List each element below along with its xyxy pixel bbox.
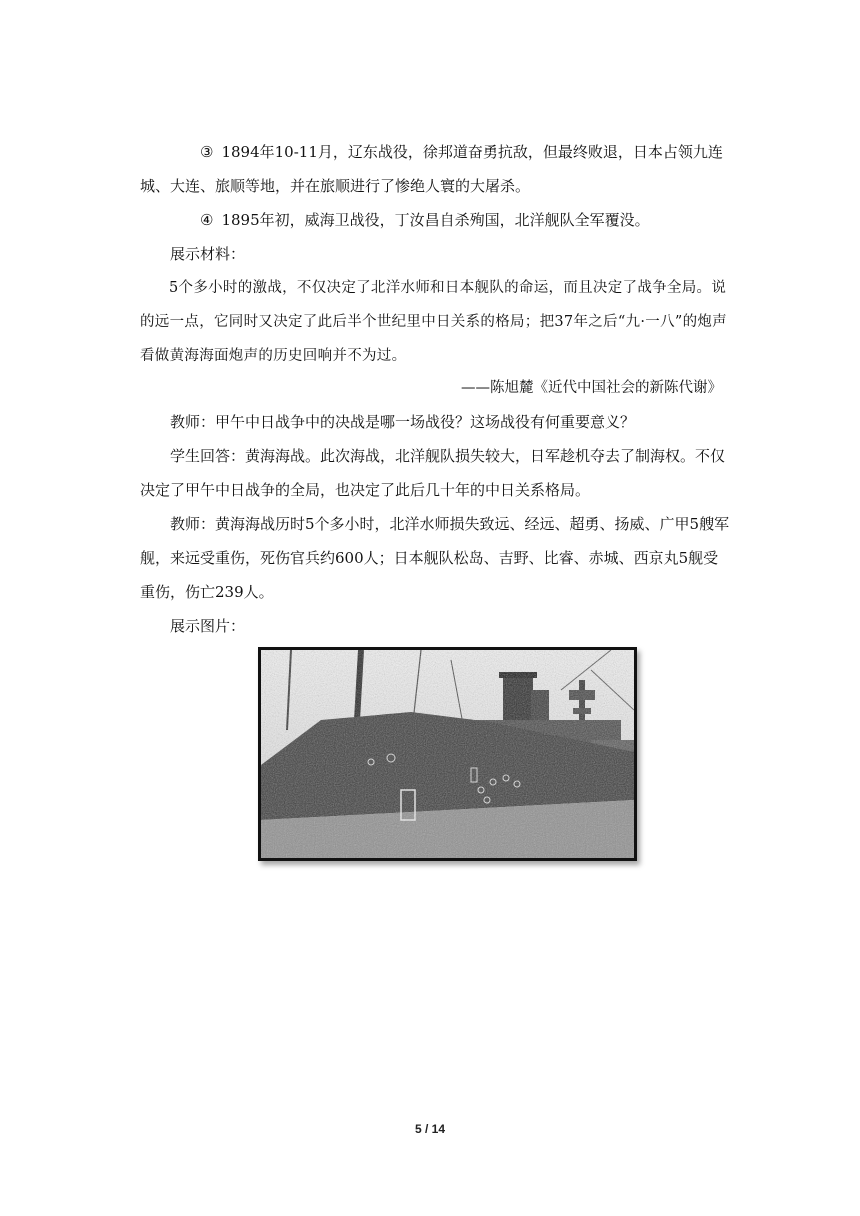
warship-photo-illustration [261,650,634,858]
page-number: 5 / 14 [414,1122,446,1136]
item-text-4: 1895年初，威海卫战役，丁汝昌自杀殉国，北洋舰队全军覆没。 [221,211,650,229]
picture-label: 展示图片： [170,617,246,635]
material-label: 展示材料： [170,245,246,263]
item-text-3: 1894年10-11月，辽东战役，徐邦道奋勇抗敌，但最终败退，日本占领九连城、大连、旅顺等地，并在旅顺进行了惨绝人寰的大屠杀。 [140,143,723,195]
warship-photo [258,647,637,861]
paragraph-item-3 [140,135,730,203]
teacher-info: 教师：黄海海战历时5个多小时，北洋水师损失致远、经远、超勇、扬威、广甲5艘军舰，来远受重伤，死伤官兵约600人；日本舰队松岛、吉野、比睿、赤城、西京丸5舰受重伤，伤亡239人。 [140,515,730,601]
quote-attribution: ——陈旭麓《近代中国社会的新陈代谢》 [461,380,722,396]
teacher-question: 教师：甲午中日战争中的决战是哪一场战役？这场战役有何重要意义？ [170,413,636,431]
item-marker-4: ④ [200,211,214,229]
quote-text: 5个多小时的激战，不仅决定了北洋水师和日本舰队的命运，而且决定了战争全局。说的远一点，它同时又决定了此后半个世纪里中日关系的格局；把37年之后“九·一八”的炮声看做黄海海面炮声的历史回响并不为过。 [140,280,727,364]
student-answer: 学生回答：黄海海战。此次海战，北洋舰队损失较大，日军趁机夺去了制海权。不仅决定了甲午中日战争的全局，也决定了此后几十年的中日关系格局。 [140,447,726,499]
item-marker-3: ③ [200,143,214,161]
paragraph-item-4 [140,203,730,237]
